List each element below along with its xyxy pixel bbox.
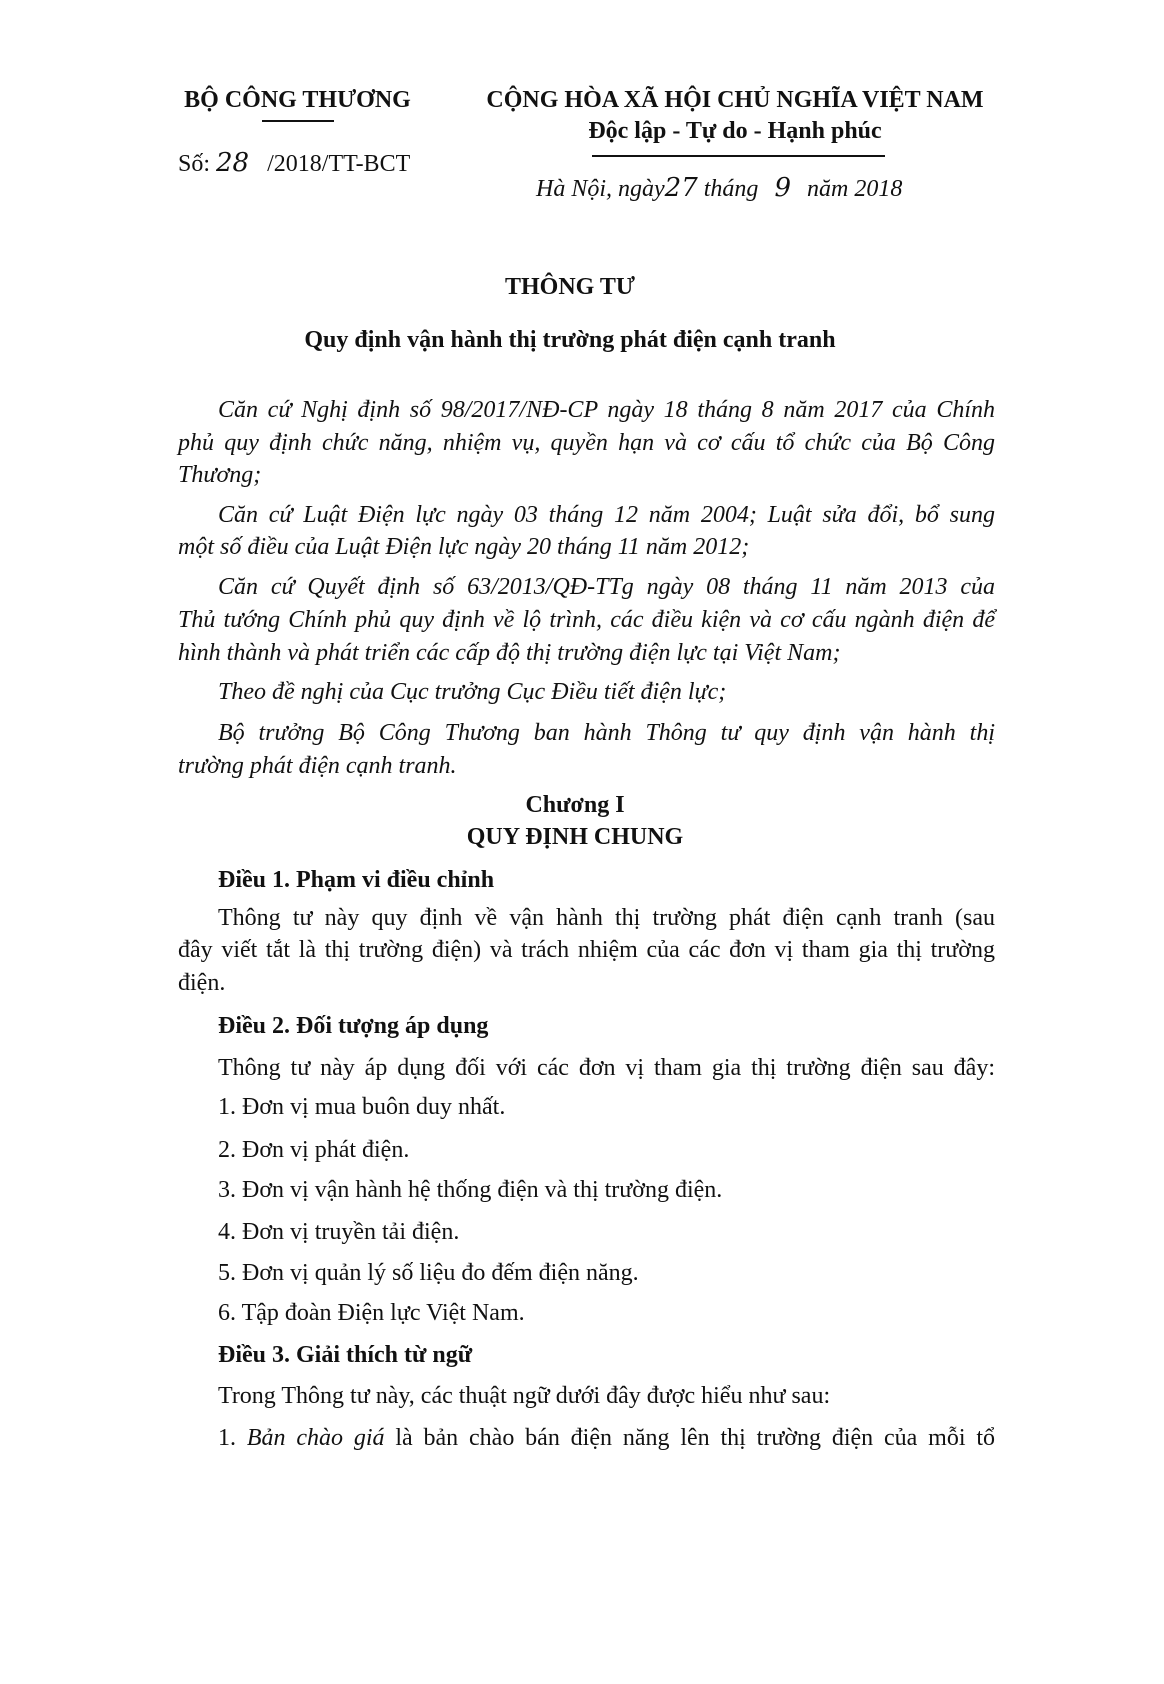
article-text: Trong Thông tư này, các thuật ngữ dưới đây được hiểu như sau: (218, 1383, 831, 1409)
list-item: 1. Đơn vị mua buôn duy nhất. (218, 1094, 506, 1120)
article-heading: Điều 1. Phạm vi điều chỉnh (218, 867, 495, 893)
handwritten-day: 27 (664, 173, 698, 203)
list-item: 4. Đơn vị truyền tải điện. (218, 1219, 460, 1245)
motto: Độc lập - Tự do - Hạnh phúc (588, 118, 882, 144)
article-text: Thông tư này áp dụng đối với các đơn vị tham gia thị trường điện sau đây: (218, 1055, 995, 1081)
article-heading: Điều 2. Đối tượng áp dụng (218, 1013, 489, 1039)
definition-text: là bản chào bán điện năng lên thị trường điện của mỗi tổ (395, 1425, 996, 1451)
preamble-line: Căn cứ Luật Điện lực ngày 03 tháng 12 năm 2004; Luật sửa đổi, bổ sung (218, 502, 995, 528)
preamble-line: Căn cứ Nghị định số 98/2017/NĐ-CP ngày 18 tháng 8 năm 2017 của Chính (218, 397, 995, 423)
chapter-title: QUY ĐỊNH CHUNG (466, 824, 684, 850)
preamble-line: Bộ trưởng Bộ Công Thương ban hành Thông tư quy định vận hành thị (218, 720, 995, 746)
ministry-name: BỘ CÔNG THƯƠNG (184, 87, 411, 113)
document-type: THÔNG TƯ (504, 274, 636, 300)
date-year: năm 2018 (806, 176, 903, 202)
number-prefix: Số: (178, 151, 211, 177)
article-heading: Điều 3. Giải thích từ ngữ (218, 1342, 473, 1368)
document-subject: Quy định vận hành thị trường phát điện cạnh tranh (304, 327, 836, 353)
preamble-line: Thủ tướng Chính phủ quy định về lộ trình, các điều kiện và cơ cấu ngành điện để (178, 607, 995, 633)
list-item: 2. Đơn vị phát điện. (218, 1137, 410, 1163)
divider (262, 120, 334, 122)
article-text: đây viết tắt là thị trường điện) và trách nhiệm của các đơn vị tham gia thị trường (178, 937, 995, 963)
defined-term: Bản chào giá (246, 1425, 385, 1451)
article-text: Thông tư này quy định về vận hành thị trường phát điện cạnh tranh (sau (218, 905, 995, 931)
document-number (178, 148, 410, 179)
chapter-number: Chương I (525, 792, 625, 818)
definition-item (218, 1423, 995, 1453)
list-item: 6. Tập đoàn Điện lực Việt Nam. (218, 1300, 525, 1326)
place-date (536, 173, 902, 204)
item-number: 1. (218, 1425, 236, 1451)
number-suffix: /2018/TT-BCT (267, 151, 411, 177)
preamble-line: Thương; (178, 462, 262, 488)
handwritten-number: 28 (216, 148, 250, 178)
preamble-line: một số điều của Luật Điện lực ngày 20 tháng 11 năm 2012; (178, 534, 750, 560)
preamble-line: Theo đề nghị của Cục trưởng Cục Điều tiết điện lực; (218, 679, 727, 705)
date-prefix: Hà Nội, ngày (536, 176, 665, 202)
country-name: CỘNG HÒA XÃ HỘI CHỦ NGHĨA VIỆT NAM (486, 87, 984, 113)
preamble-line: trường phát điện cạnh tranh. (178, 753, 457, 779)
month-label: tháng (703, 176, 759, 202)
preamble-line: hình thành và phát triển các cấp độ thị trường điện lực tại Việt Nam; (178, 640, 841, 666)
preamble-line: phủ quy định chức năng, nhiệm vụ, quyền hạn và cơ cấu tổ chức của Bộ Công (178, 430, 995, 456)
article-text: điện. (178, 970, 226, 996)
handwritten-month: 9 (774, 173, 791, 203)
list-item: 3. Đơn vị vận hành hệ thống điện và thị trường điện. (218, 1177, 723, 1203)
preamble-line: Căn cứ Quyết định số 63/2013/QĐ-TTg ngày 08 tháng 11 năm 2013 của (218, 574, 995, 600)
list-item: 5. Đơn vị quản lý số liệu đo đếm điện năng. (218, 1260, 639, 1286)
divider (592, 155, 885, 157)
